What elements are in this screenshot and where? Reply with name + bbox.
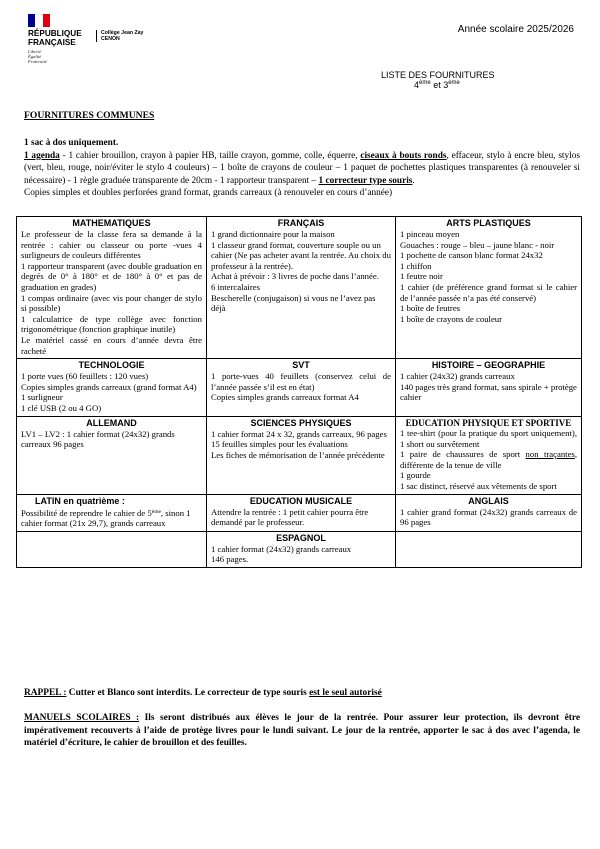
- class-levels: 4ème et 3ème: [414, 80, 460, 90]
- cell-maths: MATHEMATIQUES Le professeur de la classe fera sa demande à la rentrée : cahier ou classeur ou porte -vues 4 surligneurs de couleurs différentes 1 rapporteur transparent (avec double graduation en degrés de 0° à 180° et de 180° à 0° et pas de graduation en grades) 1 compas ordinaire (avec vis pour changer de stylo si possible) 1 calculatrice de type collège avec fonction trigonométrique (fonction graphique inutile) Le matériel cassé en cours d’année devra être racheté: [17, 217, 207, 359]
- subject-supplies-table: [16, 216, 582, 568]
- subject-title: TECHNOLOGIE: [78, 360, 145, 371]
- subject-title: MATHEMATIQUES: [72, 218, 151, 228]
- cell-svt: SVT 1 porte-vues 40 feuillets (conservez celui de l’année passée s’il est en état) Copies simples grands carreaux format A4: [207, 359, 396, 416]
- republic-name: RÉPUBLIQUE FRANÇAISE: [28, 29, 82, 47]
- college-name: Collège Jean Zay CENON: [96, 30, 143, 42]
- corrector-label: 1 correcteur type souris: [318, 175, 413, 186]
- copies-line: Copies simples et doubles perforées grand format, grands carreaux (à renouveler en cours d’année): [24, 188, 393, 198]
- subject-title: ESPAGNOL: [276, 532, 326, 543]
- cell-anglais: ANGLAIS 1 cahier grand format (24x32) grands carreaux de 96 pages: [396, 494, 582, 531]
- republique-francaise-logo: [28, 14, 118, 74]
- table-row: [17, 531, 582, 567]
- subject-title: SCIENCES PHYSIQUES: [250, 417, 352, 428]
- cell-musique: EDUCATION MUSICALE Attendre la rentrée : 1 petit cahier pourra être demandé par le professeur.: [207, 494, 396, 531]
- cell-espagnol: ESPAGNOL 1 cahier format (24x32) grands carreaux 146 pages.: [207, 531, 396, 567]
- school-year: Année scolaire 2025/2026: [457, 24, 574, 35]
- subject-title: ARTS PLASTIQUES: [446, 218, 531, 228]
- subject-title: FRANÇAIS: [277, 218, 325, 228]
- cell-empty: [17, 531, 207, 567]
- subject-title: ANGLAIS: [468, 495, 509, 506]
- cell-latin: LATIN en quatrième : Possibilité de reprendre le cahier de 5ème, sinon 1 cahier format (21x 29,7), grands carreaux: [17, 494, 207, 531]
- republic-motto: Liberté Égalité Fraternité: [28, 49, 47, 64]
- subject-title: SVT: [292, 360, 310, 371]
- subject-title: ALLEMAND: [86, 417, 137, 428]
- list-title: LISTE DES FOURNITURES: [381, 70, 495, 80]
- cell-arts: ARTS PLASTIQUES 1 pinceau moyen Gouaches : rouge – bleu – jaune blanc - noir 1 pochette de canson blanc format 24x32 1 chiffon 1 feutre noir 1 cahier (de préférence grand format si le cahier de l’année passée n’a pas été conservé) 1 boîte de feutres 1 boîte de crayons de couleur: [396, 217, 582, 359]
- cell-empty: [396, 531, 582, 567]
- common-supplies-title: FOURNITURES COMMUNES: [24, 110, 155, 121]
- scissors-label: ciseaux à bouts ronds: [360, 150, 447, 161]
- subject-title: EDUCATION MUSICALE: [249, 495, 353, 506]
- common-supplies-text: 1 sac à dos uniquement. 1 agenda - 1 cahier brouillon, crayon à papier HB, taille crayon, gomme, colle, équerre, ciseaux à bouts ronds, effaceur, stylo à encre bleu, stylos (vert, bleu, rouge, noir/éviter le stylo 4 couleurs) – 1 boîte de crayons de couleur – 1 paquet de pochettes plastiques transparentes (à renouveler si nécessaire) - 1 règle graduée transparente de 20cm - 1 rapporteur transparent – 1 correcteur type souris. Copies simples et doubles perforées grand format, grands carreaux (à renouveler en cours d’année): [24, 138, 581, 198]
- cell-allemand: ALLEMAND LV1 – LV2 : 1 cahier format (24x32) grands carreaux 96 pages: [17, 416, 207, 494]
- cell-physique: SCIENCES PHYSIQUES 1 cahier format 24 x 32, grands carreaux, 96 pages 15 feuilles simples pour les évaluations Les fiches de mémorisation de l’année précédente: [207, 416, 396, 494]
- cell-histoire: HISTOIRE – GEOGRAPHIE 1 cahier (24x32) grands carreaux 140 pages très grand format, sans spirale + protège cahier: [396, 359, 582, 416]
- reminder-note: RAPPEL : Cutter et Blanco sont interdits. Le correcteur de type souris est le seul autorisé: [24, 688, 382, 698]
- subject-title: EDUCATION PHYSIQUE ET SPORTIVE: [405, 417, 572, 428]
- table-row: [17, 494, 582, 531]
- table-row: [17, 359, 582, 416]
- table-row: [17, 416, 582, 494]
- agenda-label: 1 agenda: [24, 150, 60, 161]
- cell-francais: FRANÇAIS 1 grand dictionnaire pour la maison 1 classeur grand format, couverture souple ou un cahier (Ne pas acheter avant la rentrée. Au choix du professeur à la rentrée). Achat à prévoir : 3 livres de poche dans l’année. 6 intercalaires Bescherelle (conjugaison) si vous ne l’avez pas déjà: [207, 217, 396, 359]
- subject-title: HISTOIRE – GEOGRAPHIE: [431, 360, 546, 371]
- cell-techno: TECHNOLOGIE 1 porte vues (60 feuillets : 120 vues) Copies simples grands carreaux (grand format A4) 1 surligneur 1 clé USB (2 ou 4 GO): [17, 359, 207, 416]
- french-flag-icon: [28, 14, 50, 27]
- cell-eps: EDUCATION PHYSIQUE ET SPORTIVE 1 tee-shirt (pour la pratique du sport uniquement), 1 short ou survêtement 1 paire de chaussures de sport non traçantes, différente de la tenue de ville 1 gourde 1 sac distinct, réservé aux vêtements de sport: [396, 416, 582, 494]
- table-row: [17, 217, 582, 359]
- subject-title: LATIN en quatrième :: [35, 495, 125, 506]
- textbooks-note: MANUELS SCOLAIRES : Ils seront distribués aux élèves le jour de la rentrée. Pour assurer leur protection, ils devront être impérativement recouverts à l’aide de protège livres pour le lundi suivant. Le jour de la rentrée, apporter le sac à dos avec l’agenda, le matériel d’écriture, le cahier de brouillon et des feuilles.: [24, 713, 580, 748]
- backpack-line: 1 sac à dos uniquement.: [24, 138, 119, 148]
